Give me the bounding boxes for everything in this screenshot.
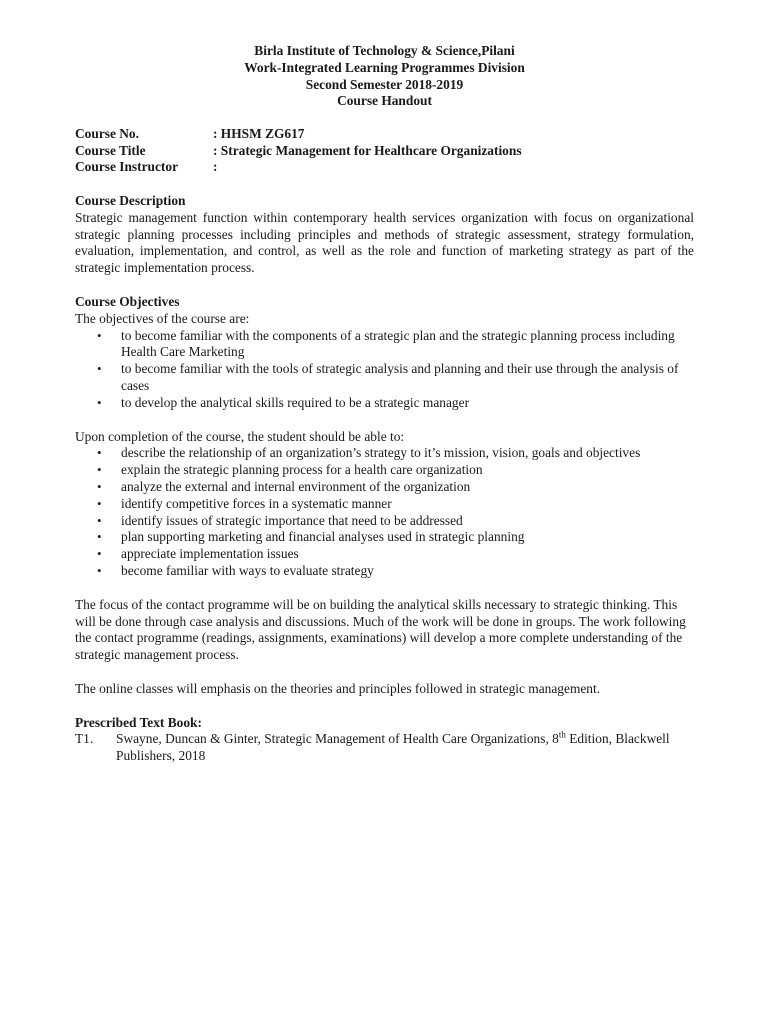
course-title-value: : Strategic Management for Healthcare Organizations	[213, 142, 522, 158]
list-item: • become familiar with ways to evaluate strategy	[75, 563, 694, 580]
list-item: • appreciate implementation issues	[75, 546, 694, 563]
course-no-value: : HHSM ZG617	[213, 126, 305, 142]
list-item: • to develop the analytical skills required to be a strategic manager	[75, 395, 694, 412]
division-name: Work-Integrated Learning Programmes Division	[244, 59, 525, 75]
document-header	[75, 43, 694, 110]
document-title: Course Handout	[337, 93, 432, 109]
list-item: • describe the relationship of an organization’s strategy to it’s mission, vision, goals and objectives	[75, 445, 694, 462]
focus-paragraph: The focus of the contact programme will be on building the analytical skills necessary to strategic thinking. This will be done through case analysis and discussions. Much of the work will be done in groups. The work following the contact programme (readings, assignments, examinations) will develop a more complete understanding of the strategic management process.	[75, 596, 686, 663]
citation-text: Swayne, Duncan & Ginter, Strategic Management of Health Care Organizations, 8	[116, 731, 559, 747]
list-item: • to become familiar with the tools of strategic analysis and planning and their use through the analysis of cases	[75, 361, 694, 395]
list-item: • explain the strategic planning process for a health care organization	[75, 462, 694, 479]
course-info-row	[75, 159, 694, 176]
citation-text-end: Edition, Blackwell Publishers, 2018	[116, 731, 670, 764]
textbook-citation	[116, 731, 694, 765]
course-no-label: Course No.	[75, 126, 139, 142]
course-description-heading: Course Description	[75, 192, 186, 208]
course-title-label: Course Title	[75, 142, 146, 158]
outcomes-intro: Upon completion of the course, the student should be able to:	[75, 428, 405, 444]
list-item: • identify competitive forces in a systematic manner	[75, 496, 694, 513]
list-item: • to become familiar with the components of a strategic plan and the strategic planning process including Health Care Marketing	[75, 328, 694, 362]
list-item: • analyze the external and internal environment of the organization	[75, 479, 694, 496]
semester: Second Semester 2018-2019	[305, 76, 464, 92]
outcomes-list	[75, 445, 694, 579]
objectives-list	[75, 328, 694, 412]
textbook-entry	[75, 731, 694, 765]
course-instructor-value: :	[213, 159, 218, 175]
course-info-row	[75, 143, 694, 160]
edition-superscript: th	[558, 730, 566, 741]
list-item: • identify issues of strategic importance that need to be addressed	[75, 513, 694, 530]
list-item: • plan supporting marketing and financial analyses used in strategic planning	[75, 529, 694, 546]
course-instructor-label: Course Instructor	[75, 159, 179, 175]
textbook-heading: Prescribed Text Book:	[75, 714, 202, 730]
document-page	[75, 43, 694, 765]
course-info-row	[75, 126, 694, 143]
objectives-intro: The objectives of the course are:	[75, 310, 250, 326]
course-info	[75, 126, 694, 176]
course-description-text: Strategic management function within contemporary health services organization with focus on organizational strategic planning processes including principles and methods of strategic assessment, strategy formulation, evaluation, implementation, and control, as well as the role and function of marketing strategy as part of the strategic implementation process.	[75, 209, 694, 276]
course-objectives-heading: Course Objectives	[75, 293, 180, 309]
institute-name: Birla Institute of Technology & Science,Pilani	[254, 43, 515, 58]
textbook-label: T1.	[75, 731, 94, 747]
online-paragraph: The online classes will emphasis on the theories and principles followed in strategic management.	[75, 680, 601, 696]
